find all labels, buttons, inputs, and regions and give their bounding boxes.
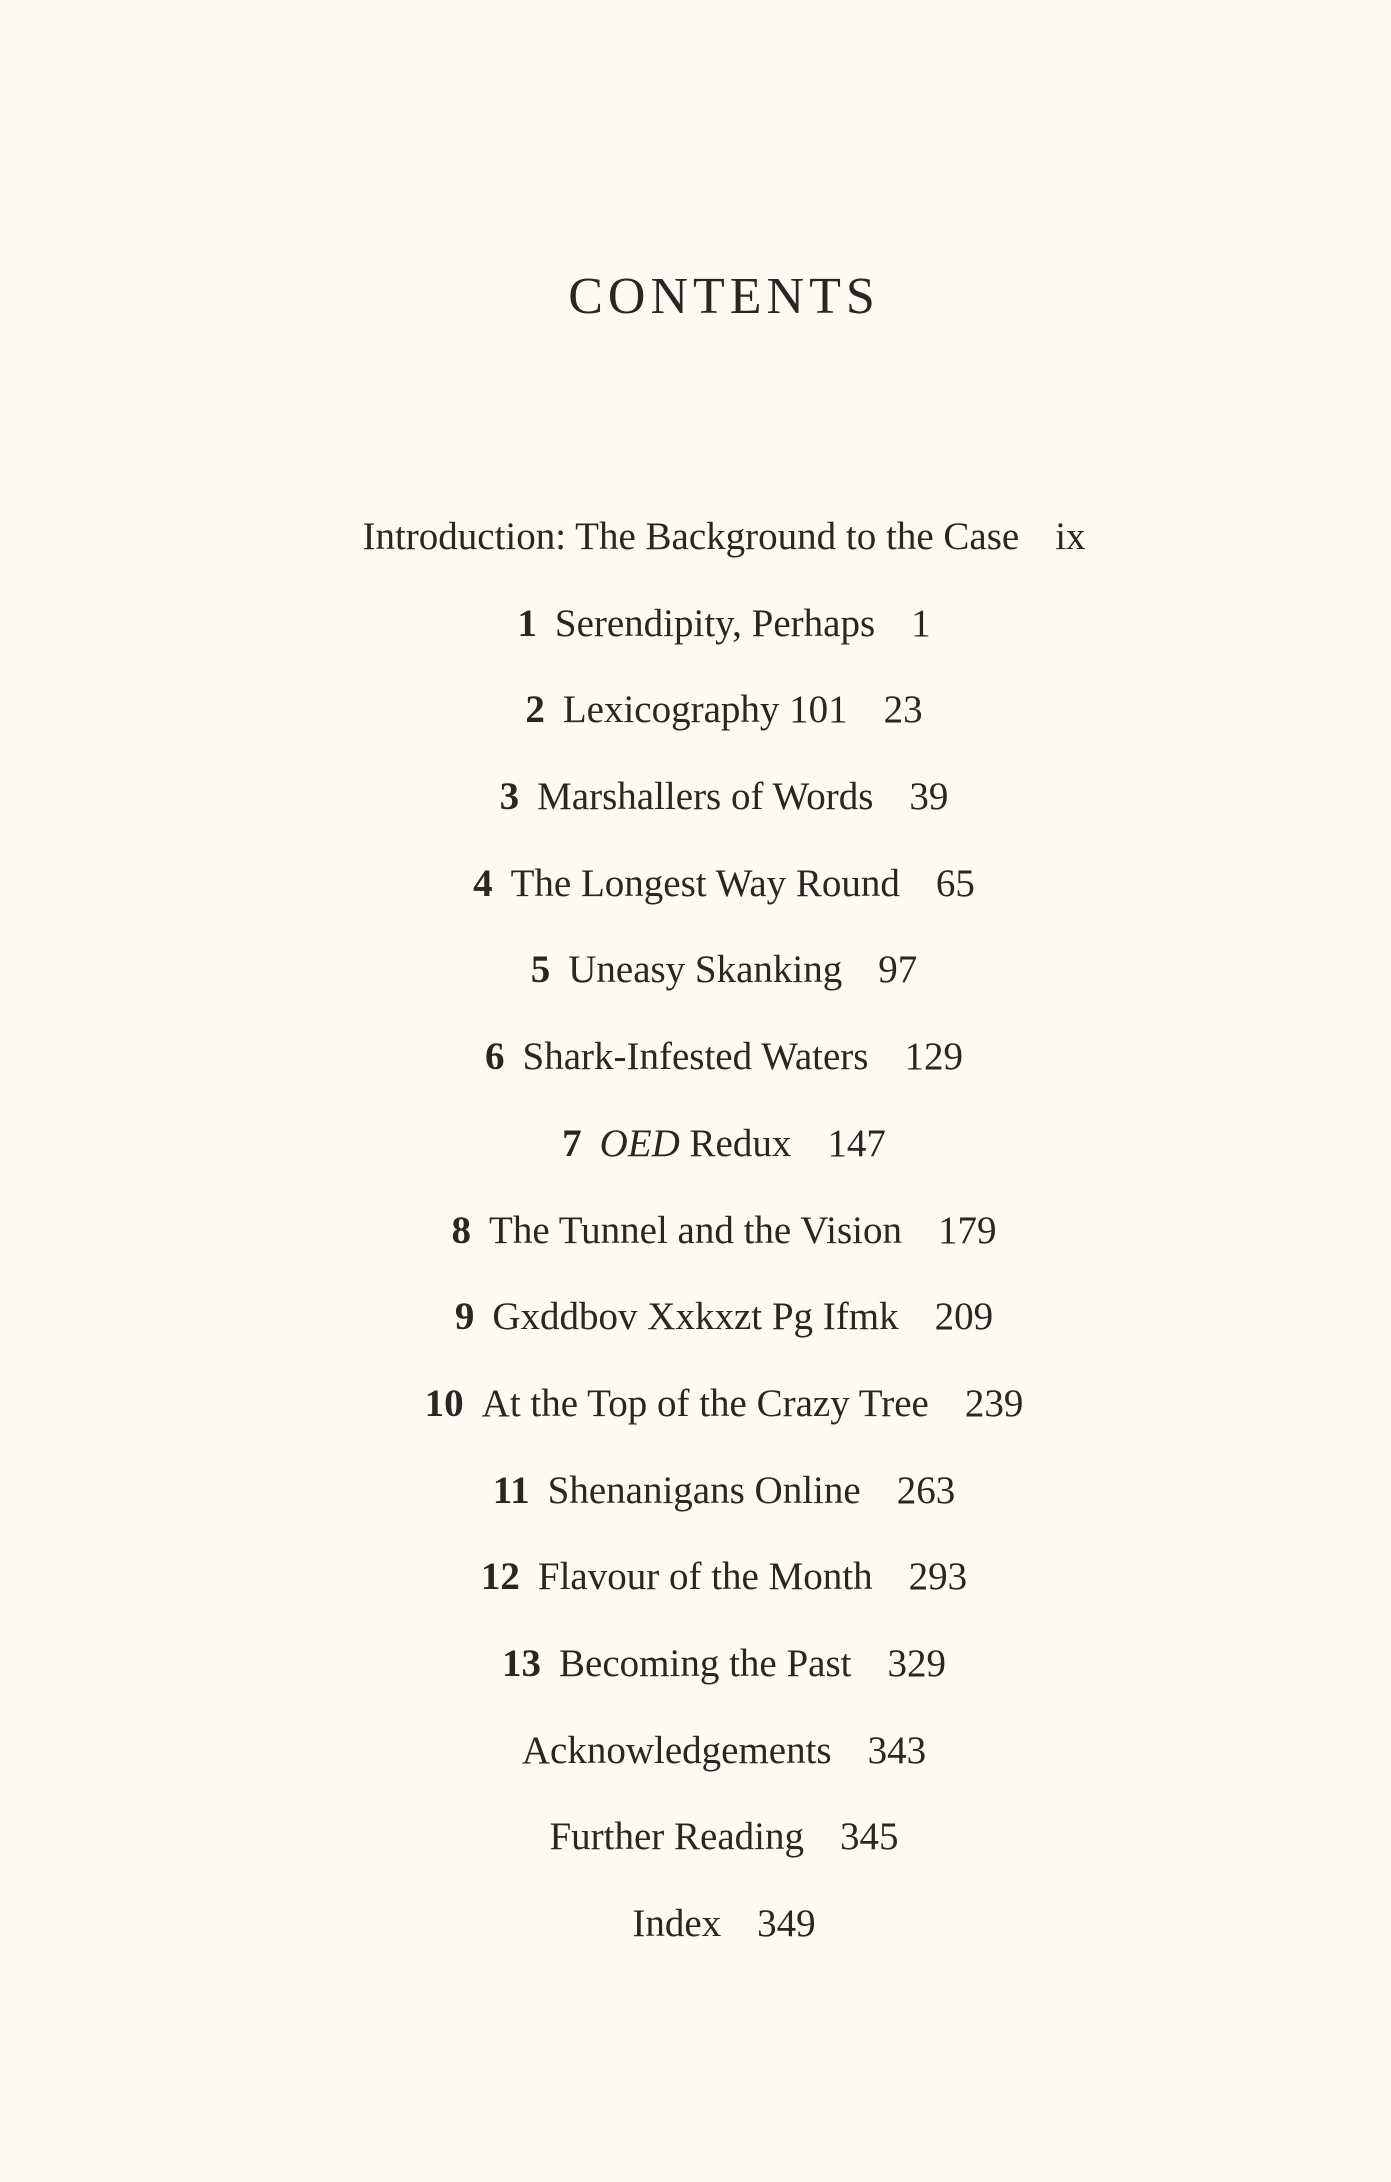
toc-entry-number: 13 bbox=[502, 1641, 542, 1685]
toc-entry-page: 65 bbox=[935, 861, 975, 905]
toc-entry-title-italic: OED bbox=[599, 1121, 680, 1165]
toc-entry-title: Introduction: The Background to the Case bbox=[362, 515, 1020, 558]
toc-entry-page: 209 bbox=[934, 1295, 994, 1339]
toc-entry-chapter-8 bbox=[0, 1194, 1391, 1281]
toc-entry-chapter-12 bbox=[0, 1540, 1391, 1627]
toc-entry-page: 23 bbox=[883, 688, 923, 732]
toc-entry-page: 147 bbox=[827, 1121, 886, 1165]
toc-entry-page: 97 bbox=[878, 948, 918, 992]
toc-entry-page: 345 bbox=[840, 1815, 899, 1859]
toc-entry-title: Index bbox=[632, 1902, 722, 1945]
toc-entry-number: 11 bbox=[492, 1468, 530, 1512]
toc-entry-further-reading bbox=[0, 1800, 1391, 1887]
toc-entry-chapter-3 bbox=[0, 760, 1391, 847]
toc-entry-chapter-9 bbox=[0, 1280, 1391, 1367]
toc-entry-chapter-13 bbox=[0, 1627, 1391, 1714]
toc-entry-chapter-10 bbox=[0, 1367, 1391, 1454]
toc-entry-title: Redux bbox=[679, 1121, 792, 1165]
toc-entry-page: 329 bbox=[887, 1641, 946, 1685]
toc-entry-number: 3 bbox=[499, 775, 520, 819]
toc-entry-page: 1 bbox=[911, 601, 931, 645]
toc-entry-chapter-2 bbox=[0, 673, 1391, 760]
toc-entry-title: The Longest Way Round bbox=[510, 861, 900, 905]
toc-entry-title: Serendipity, Perhaps bbox=[554, 601, 876, 645]
toc-entry-page: 263 bbox=[896, 1468, 956, 1512]
toc-entry-number: 1 bbox=[517, 601, 537, 645]
toc-entry-title: Flavour of the Month bbox=[537, 1555, 873, 1599]
toc-entry-title: Lexicography 101 bbox=[562, 688, 848, 732]
toc-entry-title: Shenanigans Online bbox=[547, 1468, 861, 1512]
toc-entry-chapter-7 bbox=[0, 1107, 1391, 1194]
toc-entry-number: 4 bbox=[473, 861, 493, 905]
toc-entry-number: 9 bbox=[454, 1295, 475, 1339]
toc-entry-title: The Tunnel and the Vision bbox=[489, 1208, 902, 1252]
toc-entry-page: 239 bbox=[964, 1381, 1024, 1425]
toc-entry-page: ix bbox=[1055, 515, 1086, 558]
toc-entry-page: 293 bbox=[908, 1555, 968, 1599]
toc-entry-page: 349 bbox=[757, 1902, 816, 1945]
toc-entry-page: 129 bbox=[904, 1035, 963, 1079]
toc-entry-page: 343 bbox=[867, 1728, 927, 1772]
toc-entry-number: 8 bbox=[451, 1208, 472, 1252]
toc-entry-index bbox=[0, 1887, 1391, 1974]
toc-entry-acknowledgements bbox=[0, 1714, 1391, 1801]
page-title: CONTENTS bbox=[568, 268, 880, 325]
toc-entry-title: Uneasy Skanking bbox=[568, 948, 843, 992]
toc-entry-title: Acknowledgements bbox=[521, 1728, 832, 1772]
toc-entry-number: 2 bbox=[525, 688, 545, 732]
table-of-contents bbox=[0, 500, 1391, 1974]
toc-entry-number: 6 bbox=[485, 1035, 505, 1079]
toc-entry-number: 12 bbox=[480, 1555, 520, 1599]
toc-entry-page: 179 bbox=[937, 1208, 997, 1252]
toc-entry-title: Further Reading bbox=[549, 1815, 805, 1859]
toc-entry-title: Marshallers of Words bbox=[537, 775, 874, 819]
toc-entry-introduction bbox=[0, 500, 1391, 587]
toc-entry-chapter-11 bbox=[0, 1454, 1391, 1541]
toc-entry-number: 10 bbox=[424, 1381, 464, 1425]
toc-entry-chapter-5 bbox=[0, 933, 1391, 1020]
toc-entry-title: Gxddbov Xxkxzt Pg Ifmk bbox=[492, 1295, 899, 1339]
toc-entry-title: Shark-Infested Waters bbox=[522, 1035, 869, 1079]
toc-entry-title: At the Top of the Crazy Tree bbox=[481, 1381, 929, 1425]
toc-entry-chapter-4 bbox=[0, 847, 1391, 934]
toc-entry-title: Becoming the Past bbox=[559, 1641, 852, 1685]
toc-entry-page: 39 bbox=[909, 775, 949, 819]
toc-entry-number: 7 bbox=[562, 1121, 582, 1165]
toc-entry-number: 5 bbox=[530, 948, 551, 992]
toc-entry-chapter-6 bbox=[0, 1020, 1391, 1107]
toc-entry-chapter-1 bbox=[0, 587, 1391, 674]
